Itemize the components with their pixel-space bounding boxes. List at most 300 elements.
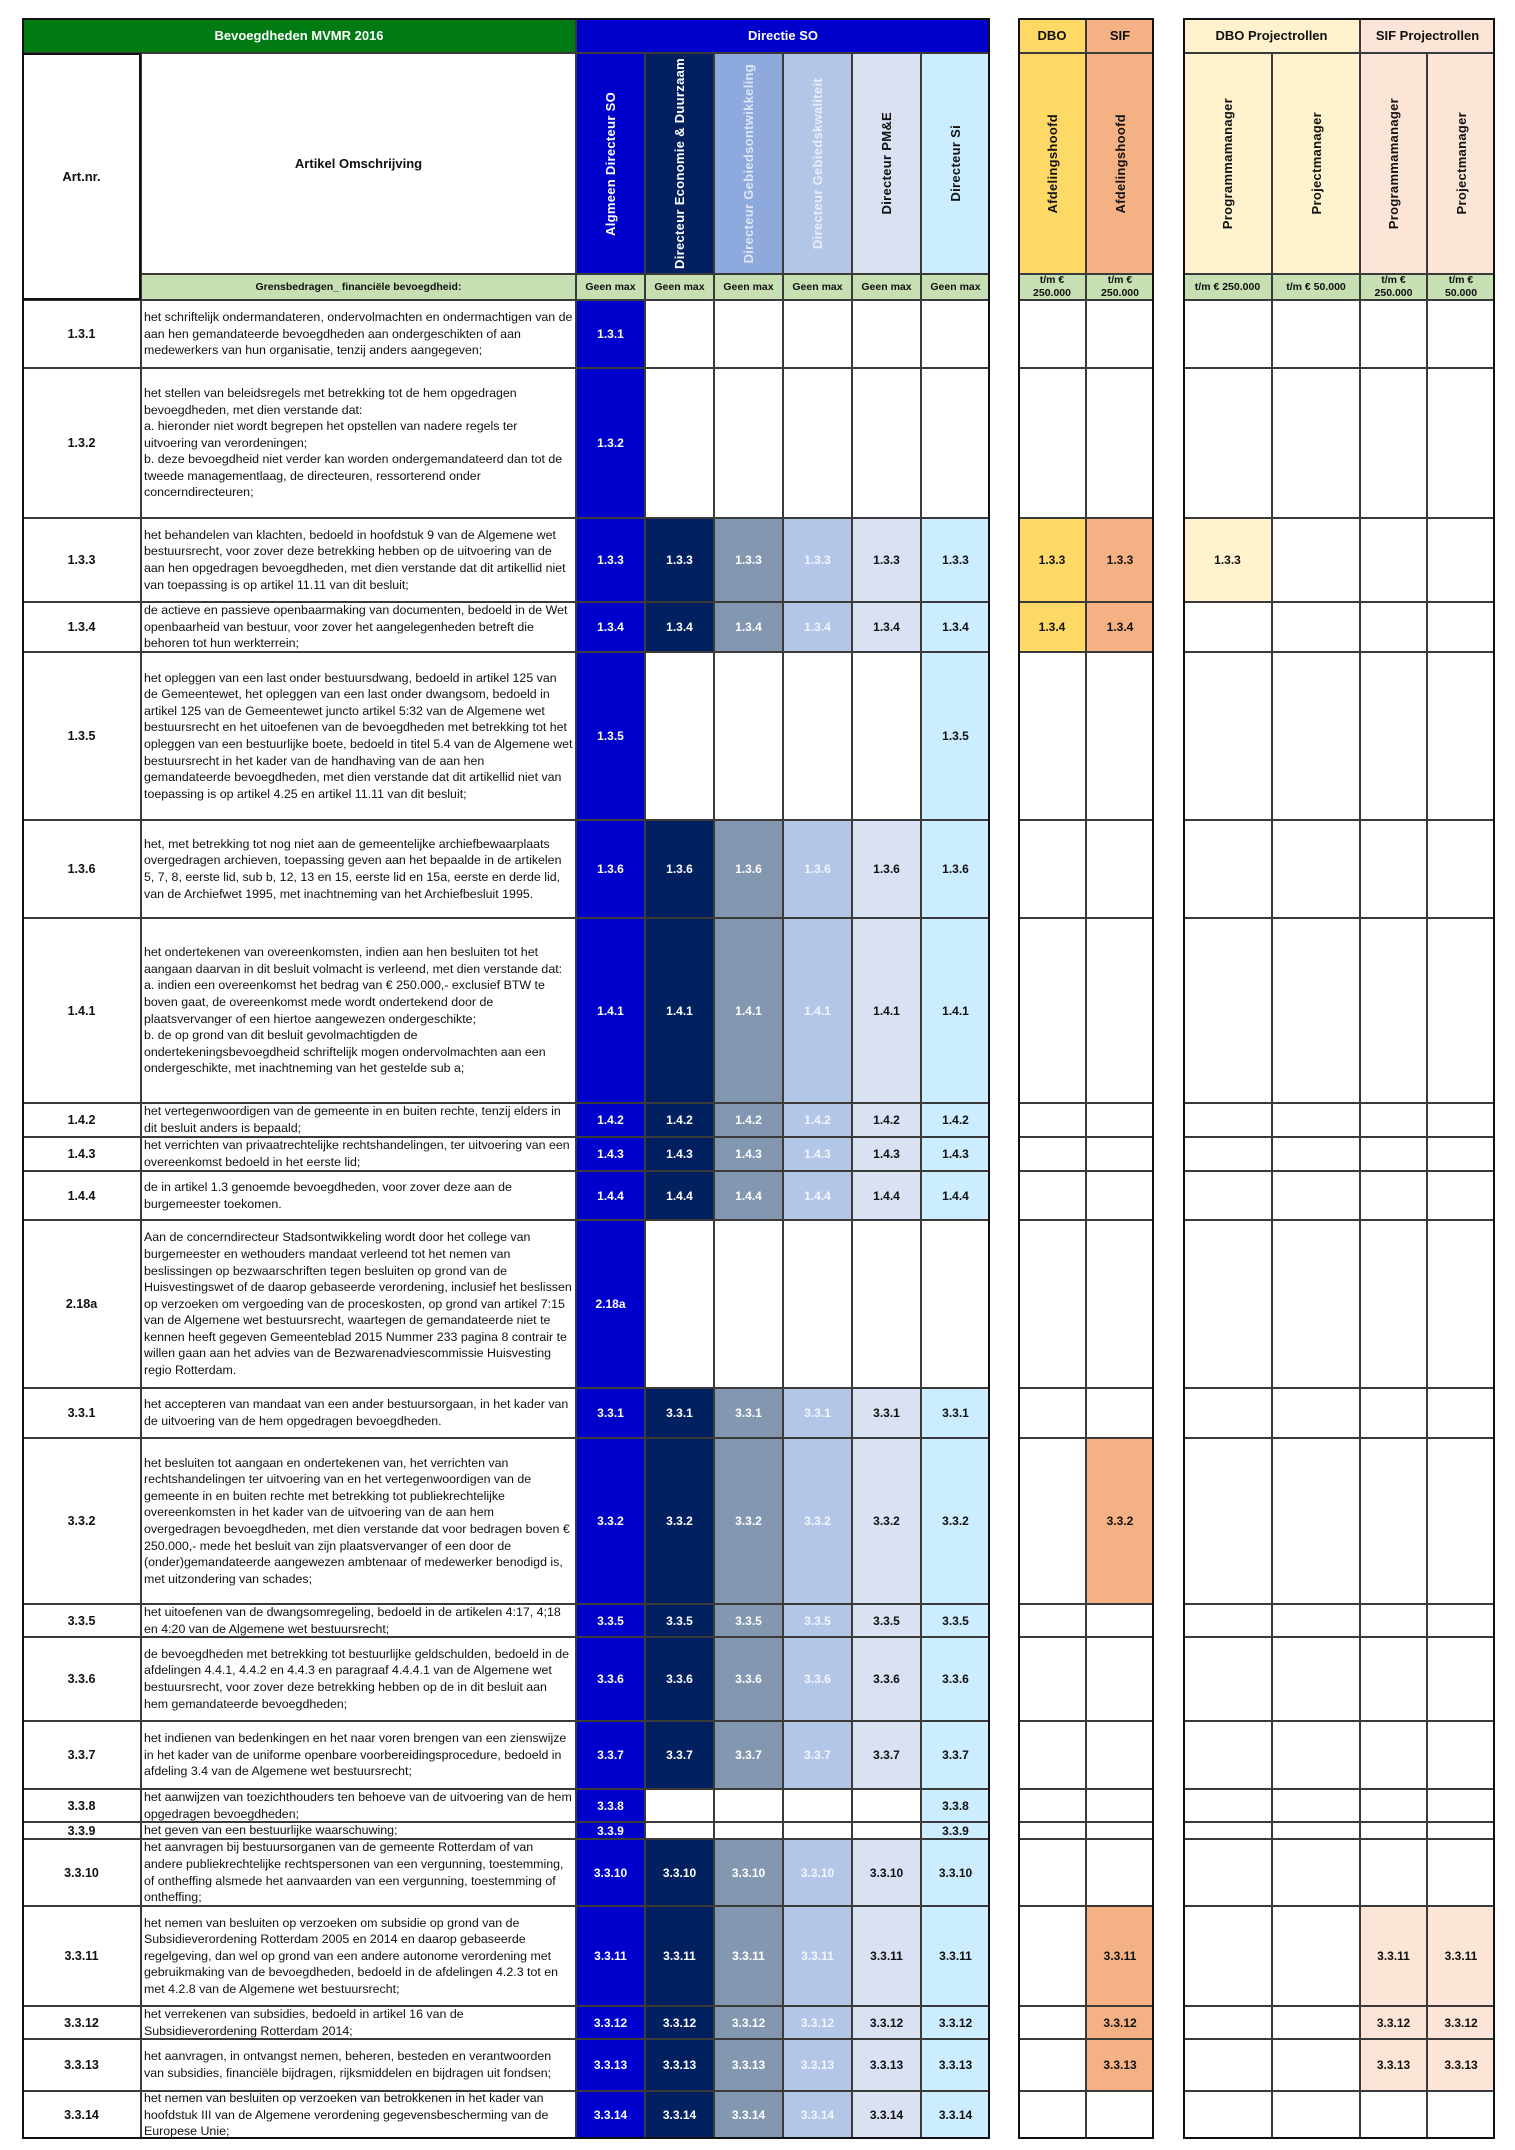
mandate-cell-c4[interactable] [783,1604,852,1637]
mandate-cell-c5-text: 1.3.3 [873,553,900,567]
mandate-cell-c4[interactable] [783,1906,852,2006]
mandate-cell-c3[interactable] [714,1220,783,1388]
mandate-cell-c3[interactable] [714,602,783,652]
mandate-cell-c4[interactable] [783,1137,852,1171]
mandate-cell-spr[interactable] [1427,2091,1495,2139]
mandate-cell-c3[interactable] [714,1721,783,1789]
mandate-cell-c2[interactable] [645,1822,714,1839]
mandate-cell-dp[interactable] [1183,1137,1272,1171]
mandate-cell-sp[interactable] [1360,2006,1427,2039]
mandate-cell-c6[interactable] [921,1839,990,1906]
mandate-cell-c2[interactable] [645,1438,714,1604]
mandate-cell-sif[interactable] [1086,2039,1154,2091]
mandate-cell-c5[interactable] [852,1839,921,1906]
mandate-cell-c5[interactable] [852,1822,921,1839]
mandate-cell-sif[interactable] [1086,652,1154,820]
mandate-cell-c4[interactable] [783,1388,852,1438]
limit-dp [1183,274,1272,300]
mandate-cell-c1[interactable] [576,2091,645,2139]
mandate-cell-sp[interactable] [1360,1103,1427,1137]
mandate-cell-sif[interactable] [1086,918,1154,1103]
mandate-cell-c5[interactable] [852,2039,921,2091]
mandate-cell-c5[interactable] [852,1721,921,1789]
mandate-cell-c6[interactable] [921,1171,990,1220]
mandate-cell-spr[interactable] [1427,1839,1495,1906]
mandate-cell-c6[interactable] [921,1637,990,1721]
mandate-cell-c2[interactable] [645,652,714,820]
mandate-cell-c6-text: 3.3.13 [938,2058,973,2072]
mandate-cell-c3[interactable] [714,1171,783,1220]
mandate-cell-sif[interactable] [1086,368,1154,518]
mandate-cell-spr[interactable] [1427,1906,1495,2006]
mandate-cell-dbo[interactable] [1018,1220,1086,1388]
mandate-cell-c4[interactable] [783,602,852,652]
mandate-cell-c2[interactable] [645,2039,714,2091]
mandate-cell-dp[interactable] [1183,368,1272,518]
mandate-cell-spr[interactable] [1427,2006,1495,2039]
mandate-cell-dbo[interactable] [1018,2091,1086,2139]
mandate-cell-c2[interactable] [645,1604,714,1637]
mandate-cell-sif[interactable] [1086,1604,1154,1637]
mandate-cell-c5[interactable] [852,1137,921,1171]
mandate-cell-dp[interactable] [1183,1103,1272,1137]
mandate-cell-spr[interactable] [1427,1604,1495,1637]
mandate-cell-c4[interactable] [783,368,852,518]
mandate-cell-c6[interactable] [921,1137,990,1171]
mandate-cell-dpr[interactable] [1272,1906,1360,2006]
mandate-cell-c1[interactable] [576,1789,645,1822]
limit-c2 [645,274,714,300]
mandate-cell-c5[interactable] [852,1637,921,1721]
mandate-cell-dbo[interactable] [1018,602,1086,652]
mandate-cell-c2[interactable] [645,2006,714,2039]
limit-dpr-text: t/m € 50.000 [1286,280,1346,293]
mandate-cell-sp[interactable] [1360,652,1427,820]
mandate-cell-dpr[interactable] [1272,1171,1360,1220]
description-header [141,53,576,274]
mandate-cell-c4[interactable] [783,1637,852,1721]
mandate-cell-dbo[interactable] [1018,368,1086,518]
mandate-cell-dpr[interactable] [1272,2039,1360,2091]
mandate-cell-dpr[interactable] [1272,1388,1360,1438]
mandate-cell-sp[interactable] [1360,1906,1427,2006]
mandate-cell-dpr[interactable] [1272,602,1360,652]
mandate-cell-spr[interactable] [1427,368,1495,518]
mandate-cell-c4[interactable] [783,1721,852,1789]
mandate-cell-sp[interactable] [1360,1721,1427,1789]
mandate-cell-c5[interactable] [852,1604,921,1637]
mandate-cell-c6-text: 3.3.6 [942,1672,969,1686]
mandate-cell-c4[interactable] [783,1822,852,1839]
mandate-cell-c5[interactable] [852,300,921,368]
mandate-cell-c4[interactable] [783,300,852,368]
mandate-cell-spr-text: 3.3.12 [1444,2015,1478,2030]
mandate-cell-sif[interactable] [1086,518,1154,602]
mandate-cell-c4[interactable] [783,2091,852,2139]
mandate-cell-c3[interactable] [714,1789,783,1822]
mandate-cell-spr[interactable] [1427,918,1495,1103]
mandate-cell-c2[interactable] [645,1637,714,1721]
mandate-cell-c4[interactable] [783,1103,852,1137]
mandate-cell-dpr[interactable] [1272,1220,1360,1388]
mandate-cell-c6[interactable] [921,1789,990,1822]
mandate-cell-c5[interactable] [852,1171,921,1220]
mandate-cell-dpr[interactable] [1272,1789,1360,1822]
mandate-cell-c6[interactable] [921,820,990,918]
mandate-cell-dp[interactable] [1183,1388,1272,1438]
mandate-cell-c1[interactable] [576,1839,645,1906]
mandate-cell-dbo[interactable] [1018,652,1086,820]
mandate-cell-c1[interactable] [576,1604,645,1637]
mandate-cell-c1[interactable] [576,652,645,820]
mandate-cell-c2[interactable] [645,1137,714,1171]
mandate-cell-c1[interactable] [576,1171,645,1220]
mandate-cell-c2[interactable] [645,820,714,918]
mandate-cell-dpr[interactable] [1272,1438,1360,1604]
article-number [22,820,141,918]
mandate-cell-c5[interactable] [852,2006,921,2039]
mandate-cell-c3[interactable] [714,1137,783,1171]
mandate-cell-c6[interactable] [921,2091,990,2139]
mandate-cell-dpr[interactable] [1272,518,1360,602]
mandate-cell-c6[interactable] [921,368,990,518]
mandate-cell-sp[interactable] [1360,1637,1427,1721]
mandate-cell-sp[interactable] [1360,2091,1427,2139]
mandate-cell-dpr[interactable] [1272,1604,1360,1637]
mandate-cell-c3[interactable] [714,368,783,518]
mandate-cell-spr[interactable] [1427,1171,1495,1220]
mandate-cell-c5[interactable] [852,1438,921,1604]
mandate-cell-c5[interactable] [852,918,921,1103]
mandate-cell-c3[interactable] [714,2006,783,2039]
mandate-cell-dbo[interactable] [1018,1721,1086,1789]
mandate-cell-sp[interactable] [1360,1822,1427,1839]
mandate-cell-sp[interactable] [1360,820,1427,918]
mandate-cell-dbo[interactable] [1018,1388,1086,1438]
mandate-cell-c4-text: 1.3.6 [804,862,831,876]
mandate-cell-c2[interactable] [645,1171,714,1220]
mandate-cell-dbo[interactable] [1018,2039,1086,2091]
mandate-cell-sif[interactable] [1086,1220,1154,1388]
mandate-cell-dbo[interactable] [1018,1438,1086,1604]
mandate-cell-c6[interactable] [921,1604,990,1637]
mandate-cell-c4[interactable] [783,1839,852,1906]
mandate-cell-dbo[interactable] [1018,1103,1086,1137]
mandate-cell-sif[interactable] [1086,1789,1154,1822]
mandate-cell-dbo[interactable] [1018,1906,1086,2006]
mandate-cell-sif[interactable] [1086,1721,1154,1789]
mandate-cell-c3[interactable] [714,1906,783,2006]
mandate-cell-c4[interactable] [783,2006,852,2039]
mandate-cell-c2[interactable] [645,300,714,368]
mandate-cell-c3[interactable] [714,1637,783,1721]
mandate-cell-c3[interactable] [714,1839,783,1906]
mandate-cell-c6[interactable] [921,2039,990,2091]
mandate-cell-dbo[interactable] [1018,518,1086,602]
mandate-cell-dbo[interactable] [1018,918,1086,1103]
mandate-cell-c1[interactable] [576,1906,645,2006]
article-number [22,602,141,652]
mandate-cell-c5[interactable] [852,1388,921,1438]
mandate-cell-c3[interactable] [714,820,783,918]
mandate-cell-c6[interactable] [921,2006,990,2039]
mandate-cell-c1[interactable] [576,300,645,368]
mandate-cell-dpr[interactable] [1272,1822,1360,1839]
mandate-cell-c6[interactable] [921,1438,990,1604]
mandate-cell-c1[interactable] [576,1103,645,1137]
column-header-dbo [1018,53,1086,274]
mandate-cell-dpr[interactable] [1272,918,1360,1103]
mandate-cell-sif-text: 3.3.13 [1103,2058,1137,2072]
mandate-cell-c5[interactable] [852,368,921,518]
mandate-cell-c3[interactable] [714,1822,783,1839]
mandate-cell-spr[interactable] [1427,1721,1495,1789]
mandate-cell-c3[interactable] [714,2091,783,2139]
mandate-cell-c1[interactable] [576,1137,645,1171]
mandate-cell-c4[interactable] [783,1171,852,1220]
limit-c6 [921,274,990,300]
mandate-cell-c1[interactable] [576,368,645,518]
mandate-cell-dbo[interactable] [1018,1789,1086,1822]
mandate-cell-sp[interactable] [1360,1388,1427,1438]
mandate-cell-c4-text: 3.3.1 [804,1406,831,1420]
mandate-cell-c3[interactable] [714,1604,783,1637]
mandate-cell-dp[interactable] [1183,1906,1272,2006]
mandate-cell-sp[interactable] [1360,2039,1427,2091]
mandate-cell-c3[interactable] [714,1388,783,1438]
mandate-cell-sif[interactable] [1086,1103,1154,1137]
mandate-cell-dpr[interactable] [1272,1103,1360,1137]
mandate-cell-c2[interactable] [645,1220,714,1388]
mandate-cell-c1[interactable] [576,518,645,602]
mandate-cell-c1[interactable] [576,2006,645,2039]
mandate-cell-c2[interactable] [645,368,714,518]
mandate-cell-dp[interactable] [1183,1839,1272,1906]
limit-dbo-text: t/m € 250.000 [1033,274,1071,299]
mandate-cell-c5[interactable] [852,2091,921,2139]
mandate-cell-spr[interactable] [1427,1103,1495,1137]
mandate-cell-spr[interactable] [1427,652,1495,820]
mandate-cell-c6[interactable] [921,300,990,368]
mandate-cell-c5[interactable] [852,652,921,820]
mandate-cell-dpr[interactable] [1272,820,1360,918]
mandate-cell-c6[interactable] [921,1721,990,1789]
mandate-cell-dpr[interactable] [1272,1137,1360,1171]
mandate-cell-sif[interactable] [1086,2091,1154,2139]
mandate-cell-dbo[interactable] [1018,300,1086,368]
mandate-cell-c1[interactable] [576,1388,645,1438]
mandate-cell-c4[interactable] [783,918,852,1103]
mandate-cell-c4[interactable] [783,820,852,918]
mandate-cell-dpr[interactable] [1272,368,1360,518]
mandate-cell-sp[interactable] [1360,1604,1427,1637]
mandate-cell-sif[interactable] [1086,820,1154,918]
mandate-cell-c3[interactable] [714,300,783,368]
mandate-cell-c1-text: 3.3.13 [593,2058,628,2072]
mandate-cell-dp[interactable] [1183,1789,1272,1822]
mandate-cell-c4[interactable] [783,2039,852,2091]
mandate-cell-c5[interactable] [852,1103,921,1137]
mandate-cell-c2[interactable] [645,2091,714,2139]
mandate-cell-sp[interactable] [1360,1839,1427,1906]
mandate-cell-dp[interactable] [1183,652,1272,820]
mandate-cell-dpr[interactable] [1272,2091,1360,2139]
mandate-cell-spr[interactable] [1427,1388,1495,1438]
mandate-cell-sif[interactable] [1086,1637,1154,1721]
mandate-cell-c2[interactable] [645,918,714,1103]
mandate-cell-dp[interactable] [1183,1438,1272,1604]
mandate-cell-dpr[interactable] [1272,300,1360,368]
article-number [22,1906,141,2006]
mandate-cell-dp[interactable] [1183,518,1272,602]
mandate-cell-c3[interactable] [714,652,783,820]
mandate-cell-sp[interactable] [1360,1789,1427,1822]
mandate-cell-sif[interactable] [1086,1137,1154,1171]
mandate-cell-sp[interactable] [1360,1137,1427,1171]
mandate-cell-c4[interactable] [783,1438,852,1604]
mandate-cell-sp[interactable] [1360,1220,1427,1388]
mandate-cell-dp[interactable] [1183,2039,1272,2091]
mandate-cell-sif[interactable] [1086,300,1154,368]
mandate-cell-c4[interactable] [783,652,852,820]
mandate-cell-dpr[interactable] [1272,2006,1360,2039]
mandate-cell-dp[interactable] [1183,918,1272,1103]
mandate-cell-c3[interactable] [714,918,783,1103]
mandate-cell-sif[interactable] [1086,1822,1154,1839]
mandate-cell-dpr[interactable] [1272,1637,1360,1721]
mandate-cell-dp[interactable] [1183,602,1272,652]
mandate-cell-c1[interactable] [576,1721,645,1789]
mandate-cell-dpr[interactable] [1272,1721,1360,1789]
mandate-cell-sp[interactable] [1360,602,1427,652]
mandate-cell-sif[interactable] [1086,2006,1154,2039]
mandate-cell-dp[interactable] [1183,2091,1272,2139]
mandate-cell-c3[interactable] [714,1438,783,1604]
mandate-cell-c1[interactable] [576,602,645,652]
mandate-cell-spr[interactable] [1427,300,1495,368]
mandate-cell-c6[interactable] [921,652,990,820]
mandate-cell-c2[interactable] [645,1388,714,1438]
mandate-cell-sif[interactable] [1086,1388,1154,1438]
mandate-cell-dbo[interactable] [1018,820,1086,918]
mandate-cell-c6[interactable] [921,1906,990,2006]
mandate-cell-c1[interactable] [576,820,645,918]
mandate-cell-sif[interactable] [1086,1171,1154,1220]
mandate-cell-c5[interactable] [852,820,921,918]
mandate-cell-c4-text: 1.4.1 [804,1003,831,1018]
mandate-cell-dbo[interactable] [1018,1839,1086,1906]
mandate-cell-spr[interactable] [1427,1822,1495,1839]
mandate-cell-sp[interactable] [1360,1438,1427,1604]
mandate-cell-sp[interactable] [1360,368,1427,518]
mandate-cell-sif[interactable] [1086,1438,1154,1604]
mandate-cell-sif[interactable] [1086,1906,1154,2006]
mandate-cell-spr[interactable] [1427,1137,1495,1171]
mandate-cell-c1[interactable] [576,1637,645,1721]
mandate-cell-spr[interactable] [1427,518,1495,602]
mandate-cell-dbo[interactable] [1018,2006,1086,2039]
mandate-cell-c6[interactable] [921,1822,990,1839]
mandate-cell-spr[interactable] [1427,602,1495,652]
mandate-cell-c2[interactable] [645,602,714,652]
mandate-cell-sif[interactable] [1086,1839,1154,1906]
mandate-cell-dp[interactable] [1183,1171,1272,1220]
mandate-cell-c2[interactable] [645,1906,714,2006]
mandate-cell-c2[interactable] [645,518,714,602]
mandate-cell-c1[interactable] [576,1220,645,1388]
mandate-cell-c4[interactable] [783,518,852,602]
mandate-cell-c2[interactable] [645,1721,714,1789]
mandate-cell-dp[interactable] [1183,1721,1272,1789]
mandate-cell-c5[interactable] [852,1220,921,1388]
mandate-cell-c3[interactable] [714,1103,783,1137]
mandate-cell-c6[interactable] [921,918,990,1103]
mandate-cell-c1[interactable] [576,1822,645,1839]
mandate-cell-c5[interactable] [852,602,921,652]
mandate-cell-c3[interactable] [714,518,783,602]
mandate-cell-dp[interactable] [1183,1220,1272,1388]
mandate-cell-sif-text: 1.3.4 [1106,620,1134,634]
mandate-cell-c6[interactable] [921,1388,990,1438]
mandate-cell-c6[interactable] [921,602,990,652]
mandate-cell-dpr[interactable] [1272,1839,1360,1906]
mandate-cell-dbo[interactable] [1018,1137,1086,1171]
mandate-cell-c2[interactable] [645,1103,714,1137]
mandate-cell-dp[interactable] [1183,2006,1272,2039]
mandate-cell-c1[interactable] [576,1438,645,1604]
mandate-cell-dbo[interactable] [1018,1604,1086,1637]
mandate-cell-spr[interactable] [1427,820,1495,918]
mandate-cell-sif-text: 3.3.11 [1103,1949,1137,1963]
mandate-cell-c2[interactable] [645,1789,714,1822]
mandate-cell-spr[interactable] [1427,1637,1495,1721]
mandate-cell-c4[interactable] [783,1220,852,1388]
mandate-cell-spr[interactable] [1427,1438,1495,1604]
mandate-cell-dp[interactable] [1183,1822,1272,1839]
mandate-cell-c4[interactable] [783,1789,852,1822]
mandate-cell-c6[interactable] [921,518,990,602]
mandate-cell-c5[interactable] [852,1789,921,1822]
mandate-cell-c1[interactable] [576,2039,645,2091]
mandate-cell-dp[interactable] [1183,1604,1272,1637]
mandate-cell-dp[interactable] [1183,820,1272,918]
mandate-cell-c2[interactable] [645,1839,714,1906]
mandate-cell-dbo[interactable] [1018,1171,1086,1220]
mandate-cell-spr[interactable] [1427,2039,1495,2091]
mandate-cell-dpr[interactable] [1272,652,1360,820]
mandate-cell-c1[interactable] [576,918,645,1103]
mandate-cell-spr[interactable] [1427,1789,1495,1822]
mandate-cell-sp[interactable] [1360,918,1427,1103]
mandate-cell-sp[interactable] [1360,1171,1427,1220]
mandate-cell-sif[interactable] [1086,602,1154,652]
mandate-cell-c6[interactable] [921,1220,990,1388]
mandate-cell-sp[interactable] [1360,518,1427,602]
mandate-cell-c3-text: 1.4.1 [735,1003,762,1018]
limit-c3-text: Geen max [723,280,774,293]
mandate-cell-c5[interactable] [852,518,921,602]
mandate-cell-sp[interactable] [1360,300,1427,368]
mandate-cell-c6[interactable] [921,1103,990,1137]
mandate-cell-dp[interactable] [1183,1637,1272,1721]
mandate-cell-spr[interactable] [1427,1220,1495,1388]
mandate-cell-dbo[interactable] [1018,1637,1086,1721]
mandate-cell-c3[interactable] [714,2039,783,2091]
mandate-cell-dbo[interactable] [1018,1822,1086,1839]
mandate-cell-dp[interactable] [1183,300,1272,368]
article-number [22,1220,141,1388]
mandate-cell-c5[interactable] [852,1906,921,2006]
